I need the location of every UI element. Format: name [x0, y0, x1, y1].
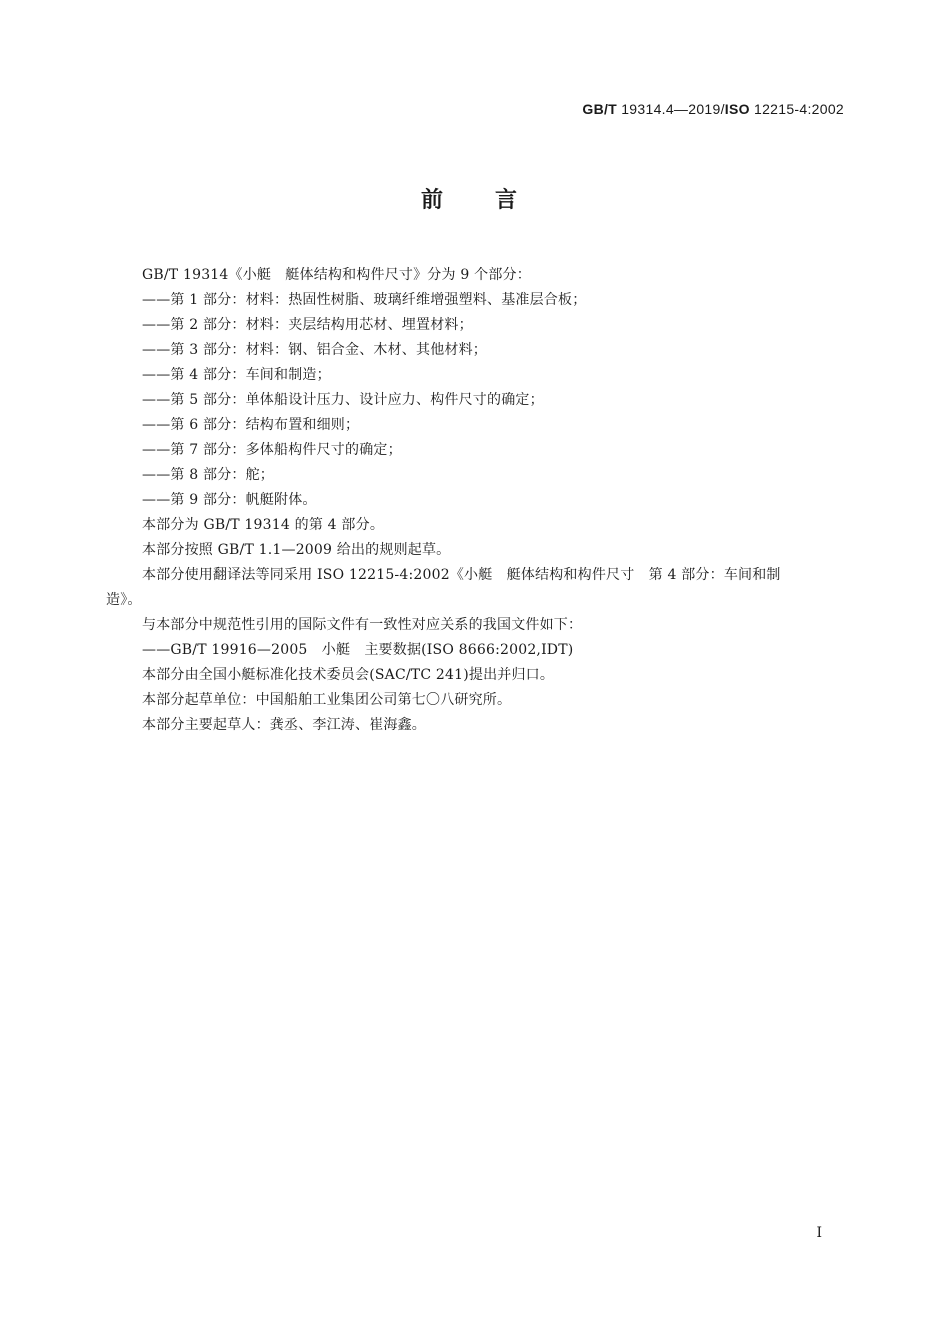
translation-paragraph-line2: 造》。	[106, 592, 142, 608]
this-part-paragraph: 本部分为 GB/T 19314 的第 4 部分。	[142, 517, 385, 533]
header-code-iso: ISO	[724, 101, 750, 117]
part-list-item: ——第 2 部分：材料：夹层结构用芯材、埋置材料；	[142, 317, 473, 333]
page-title: 前言	[420, 188, 569, 213]
part-list-item: ——第 8 部分：舵；	[142, 467, 275, 483]
part-list-item: ——第 5 部分：单体船设计压力、设计应力、构件尺寸的确定；	[142, 392, 544, 408]
part-list-item: ——第 6 部分：结构布置和细则；	[142, 417, 360, 433]
translation-paragraph-line1: 本部分使用翻译法等同采用 ISO 12215-4:2002《小艇 艇体结构和构件尺寸 第 4 部分：车间和制	[142, 567, 781, 583]
correspondence-item: ——GB/T 19916—2005 小艇 主要数据(ISO 8666:2002,IDT)	[142, 642, 574, 658]
part-list-item: ——第 9 部分：帆艇附体。	[142, 492, 317, 508]
proposed-by-paragraph: 本部分由全国小艇标准化技术委员会(SAC/TC 241)提出并归口。	[142, 667, 555, 683]
drafters-paragraph: 本部分主要起草人：龚丞、李江涛、崔海鑫。	[142, 717, 426, 733]
header-code-number: 19314.4—2019/	[617, 101, 725, 117]
drafting-unit-paragraph: 本部分起草单位：中国船舶工业集团公司第七〇八研究所。	[142, 692, 512, 708]
standard-code-header	[582, 101, 844, 117]
correspondence-paragraph: 与本部分中规范性引用的国际文件有一致性对应关系的我国文件如下：	[142, 617, 583, 633]
part-list-item: ——第 7 部分：多体船构件尺寸的确定；	[142, 442, 402, 458]
header-code-iso-number: 12215-4:2002	[749, 101, 844, 117]
part-list-item: ——第 4 部分：车间和制造；	[142, 367, 331, 383]
foreword-body	[106, 263, 844, 738]
drafting-rules-paragraph: 本部分按照 GB/T 1.1—2009 给出的规则起草。	[142, 542, 451, 558]
page-number: I	[816, 1225, 822, 1241]
intro-paragraph: GB/T 19314《小艇 艇体结构和构件尺寸》分为 9 个部分：	[142, 267, 531, 283]
part-list-item: ——第 3 部分：材料：钢、铝合金、木材、其他材料；	[142, 342, 488, 358]
part-list-item: ——第 1 部分：材料：热固性树脂、玻璃纤维增强塑料、基准层合板；	[142, 292, 587, 308]
header-code-gbt: GB/T	[582, 101, 618, 117]
